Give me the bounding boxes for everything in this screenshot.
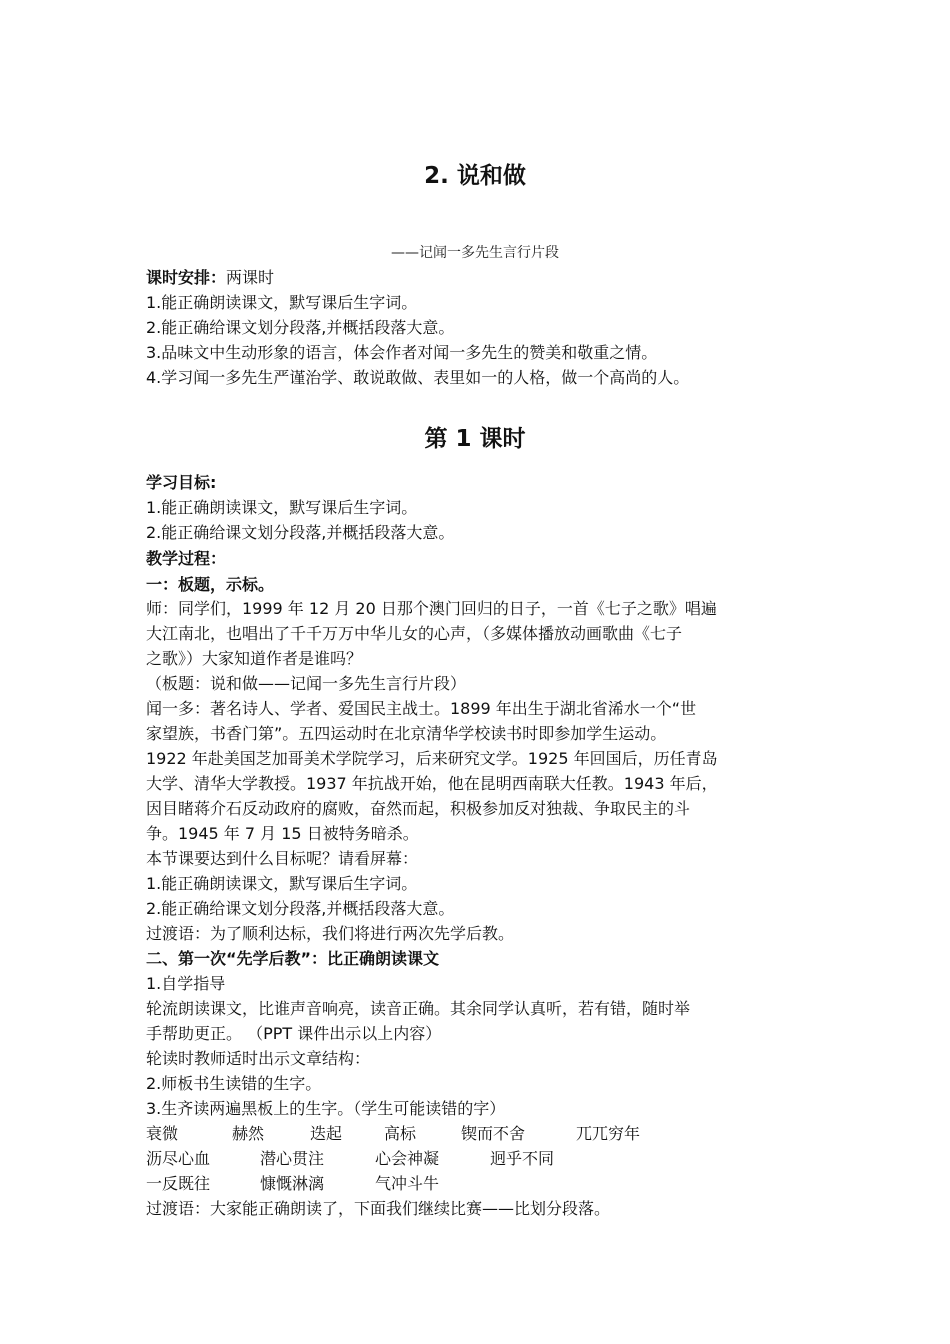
screen-goal: 1.能正确朗读课文，默写课后生字词。 bbox=[146, 874, 418, 893]
vocab-row bbox=[146, 1148, 816, 1170]
vocab-word: 赫然 bbox=[232, 1124, 265, 1143]
study-goal: 1.能正确朗读课文，默写课后生字词。 bbox=[146, 498, 418, 517]
self-study-guide: 1.自学指导 bbox=[146, 974, 226, 993]
process-label: 教学过程： bbox=[146, 549, 227, 568]
arrangement-label: 课时安排： bbox=[146, 268, 227, 287]
page-subtitle: ——记闻一多先生言行片段 bbox=[391, 245, 559, 261]
bio-line: 大学、清华大学教授。1937 年抗战开始，他在昆明西南联大任教。1943 年后， bbox=[146, 774, 718, 793]
vocab-word: 衰微 bbox=[146, 1124, 179, 1143]
vocab-word: 慷慨淋漓 bbox=[260, 1174, 325, 1193]
study-goal: 2.能正确给课文划分段落,并概括段落大意。 bbox=[146, 523, 455, 542]
overall-goal: 2.能正确给课文划分段落,并概括段落大意。 bbox=[146, 318, 455, 337]
overall-goal: 3.品味文中生动形象的语言，体会作者对闻一多先生的赞美和敬重之情。 bbox=[146, 343, 658, 362]
study-goals-label: 学习目标: bbox=[146, 473, 217, 492]
bio-line: 1922 年赴美国芝加哥美术学院学习，后来研究文学。1925 年回国后，历任青岛 bbox=[146, 749, 718, 768]
screen-goal: 2.能正确给课文划分段落,并概括段落大意。 bbox=[146, 899, 455, 918]
vocab-word: 高标 bbox=[384, 1124, 417, 1143]
section2-paragraph-line: 轮流朗读课文，比谁声音响亮，读音正确。其余同学认真听，若有错，随时举 bbox=[146, 999, 691, 1018]
overall-goal: 4.学习闻一多先生严谨治学、敢说敢做、表里如一的人格，做一个高尚的人。 bbox=[146, 368, 690, 387]
vocab-word: 迭起 bbox=[310, 1124, 343, 1143]
step-two: 2.师板书生读错的生字。 bbox=[146, 1074, 322, 1093]
vocab-word: 锲而不舍 bbox=[461, 1124, 526, 1143]
vocab-word: 潜心贯注 bbox=[260, 1149, 325, 1168]
section2-heading: 二、第一次“先学后教”：比正确朗读课文 bbox=[146, 949, 440, 968]
bio-line: 因目睹蒋介石反动政府的腐败，奋然而起，积极参加反对独裁、争取民主的斗 bbox=[146, 799, 691, 818]
vocab-word: 兀兀穷年 bbox=[576, 1124, 641, 1143]
bio-line: 争。1945 年 7 月 15 日被特务暗杀。 bbox=[146, 824, 419, 843]
vocab-word: 心会神凝 bbox=[375, 1149, 440, 1168]
vocab-word: 一反既往 bbox=[146, 1174, 211, 1193]
step-three: 3.生齐读两遍黑板上的生字。（学生可能读错的字） bbox=[146, 1099, 506, 1118]
lesson-title: 第 1 课时 bbox=[424, 426, 526, 452]
structure-note: 轮读时教师适时出示文章结构： bbox=[146, 1049, 371, 1068]
vocab-row bbox=[146, 1173, 816, 1195]
vocab-word: 迥乎不同 bbox=[490, 1149, 555, 1168]
bio-line: 家望族，书香门第”。五四运动时在北京清华学校读书时即参加学生运动。 bbox=[146, 724, 667, 743]
bio-line: 闻一多：著名诗人、学者、爱国民主战士。1899 年出生于湖北省浠水一个“世 bbox=[146, 699, 697, 718]
section1-paragraph-line: 师：同学们，1999 年 12 月 20 日那个澳门回归的日子，一首《七子之歌》唱遍 bbox=[146, 599, 717, 618]
goal-question: 本节课要达到什么目标呢？请看屏幕： bbox=[146, 849, 419, 868]
vocab-word: 气冲斗牛 bbox=[375, 1174, 440, 1193]
vocab-word: 沥尽心血 bbox=[146, 1149, 211, 1168]
page-title: 2. 说和做 bbox=[424, 163, 526, 189]
arrangement-line bbox=[146, 267, 816, 289]
overall-goal: 1.能正确朗读课文，默写课后生字词。 bbox=[146, 293, 418, 312]
board-title-note: （板题：说和做——记闻一多先生言行片段） bbox=[146, 674, 467, 693]
transition-line: 过渡语：大家能正确朗读了，下面我们继续比赛——比划分段落。 bbox=[146, 1199, 611, 1218]
section1-paragraph-line: 大江南北，也唱出了千千万万中华儿女的心声，（多媒体播放动画歌曲《七子 bbox=[146, 624, 683, 643]
section1-heading: 一：板题，示标。 bbox=[146, 575, 275, 594]
section1-paragraph-line: 之歌》）大家知道作者是谁吗？ bbox=[146, 649, 363, 668]
section2-paragraph-line: 手帮助更正。 （PPT 课件出示以上内容） bbox=[146, 1024, 442, 1043]
transition-line: 过渡语：为了顺利达标，我们将进行两次先学后教。 bbox=[146, 924, 515, 943]
arrangement-value: 两课时 bbox=[226, 268, 275, 287]
vocab-row bbox=[146, 1123, 816, 1145]
